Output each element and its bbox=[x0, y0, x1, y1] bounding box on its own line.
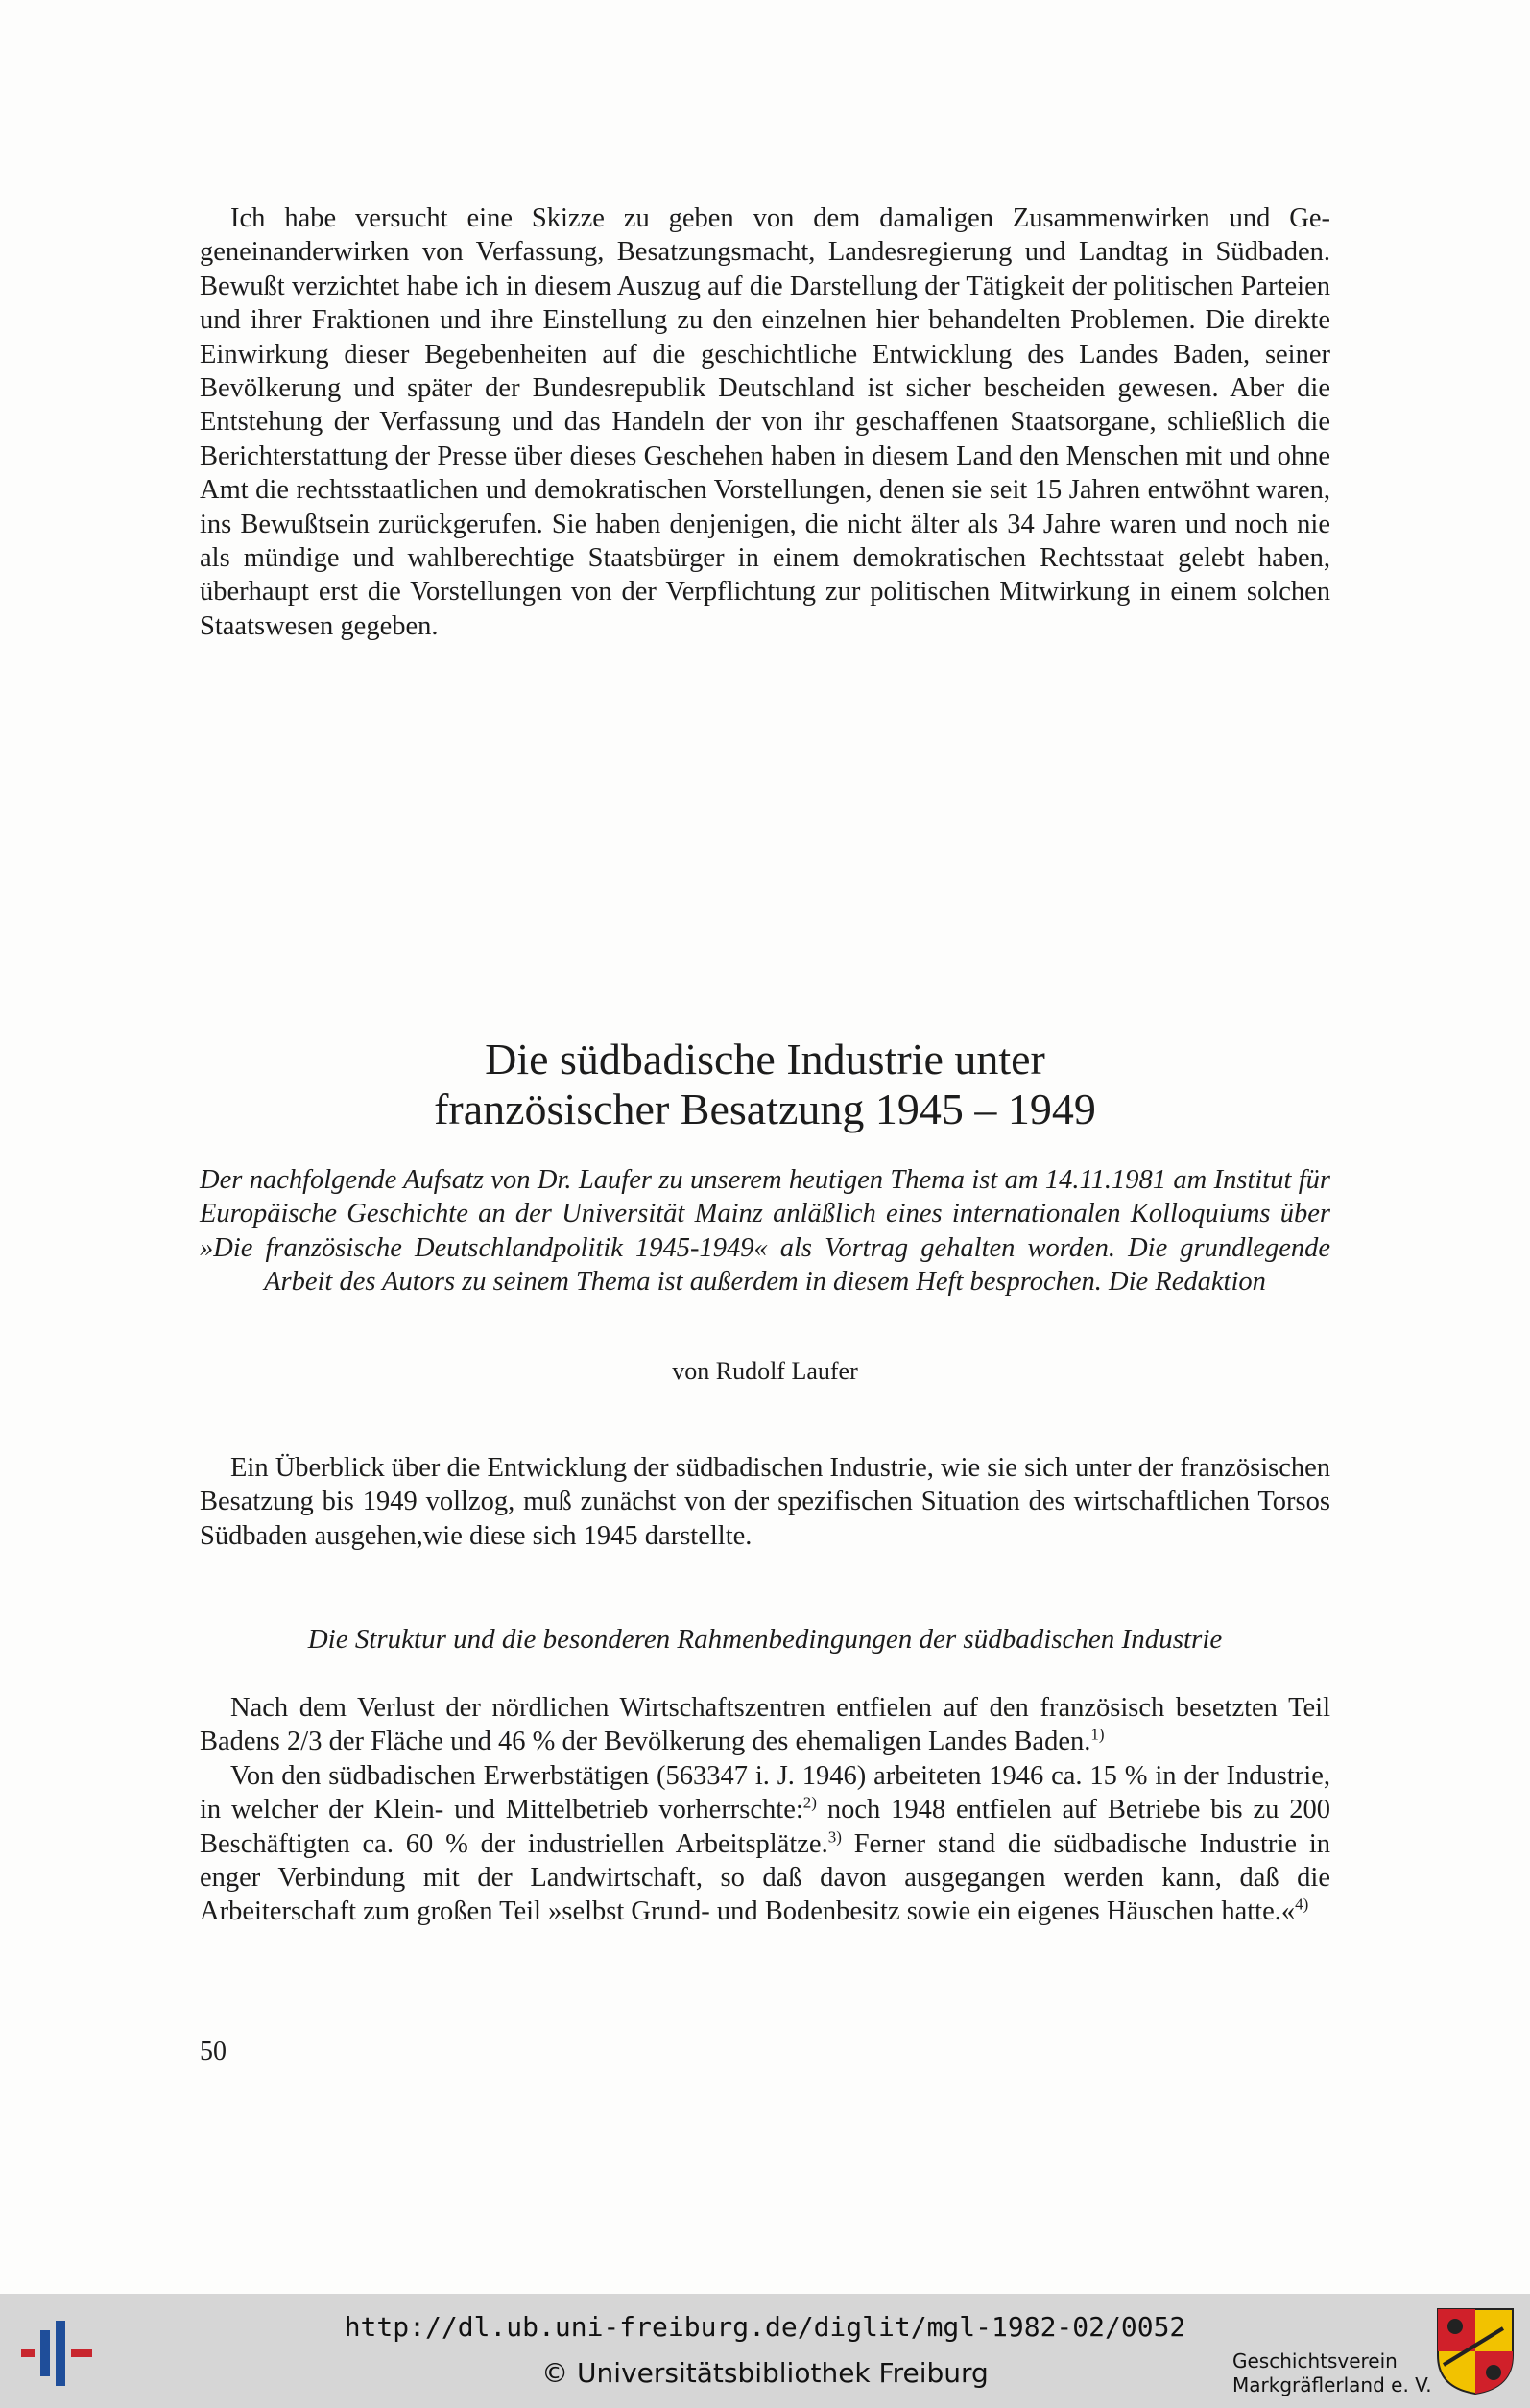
document-url-link[interactable]: http://dl.ub.uni-freiburg.de/diglit/mgl-1982-02/0052 bbox=[344, 2311, 1186, 2343]
body-section bbox=[200, 1691, 1330, 1929]
body-paragraph-1 bbox=[200, 1691, 1330, 1759]
body-paragraph-2-text-b: noch 1948 entfielen auf Betriebe bis zu 200 Beschäftigten ca. 60 % der industriellen Arbeitsplätze. bbox=[200, 1795, 1330, 1859]
society-name-line-1: Geschichtsverein bbox=[1232, 2349, 1398, 2372]
intro-paragraph: Ich habe versucht eine Skizze zu geben von dem damaligen Zusammenwirken und Gegeneinanderwirken von Verfassung, Besatzungsmacht, Landesregierung und Landtag in Südbaden. Bewußt verzichtet habe ich in diesem Auszug auf die Darstellung der Tätigkeit der politischen Parteien und ihrer Fraktionen und ihre Einstellung zu den einzelnen hier behandelten Problemen. Die direkte Einwirkung dieser Begebenheiten auf die geschichtliche Entwicklung des Landes Baden, seiner Bevölkerung und später der Bundesrepublik Deutschland ist sicher bescheiden gewesen. Aber die Entstehung der Verfassung und das Handeln der von ihr geschaffenen Staatsorgane, schließlich die Berichterstattung der Presse über dieses Geschehen haben in diesem Land den Menschen mit und ohne Amt die rechtsstaatlichen und demokratischen Vorstellungen, denen sie seit 15 Jahren entwöhnt waren, ins Bewußtsein zurückgerufen. Sie haben denjenigen, die nicht älter als 34 Jahre waren und noch nie als mündige und wahlberechtige Staatsbürger in einem demokratischen Rechtsstaat gelebt haben, überhaupt erst die Vorstellungen von der Verpflichtung zur politischen Mitwirkung in einem solchen Staatswesen gegeben. bbox=[200, 203, 1330, 641]
copyright-notice: © Universitätsbibliothek Freiburg bbox=[541, 2357, 989, 2389]
title-line-2: französischer Besatzung 1945 – 1949 bbox=[434, 1085, 1096, 1133]
body-paragraph-2 bbox=[200, 1759, 1330, 1929]
overview-paragraph: Ein Überblick über die Entwicklung der südbadischen Industrie, wie sie sich unter der französischen Besatzung bis 1949 vollzog, muß zunächst von der spezifischen Situation des wirtschaftlichen Torsos Südbaden ausgehen,wie diese sich 1945 darstellte. bbox=[200, 1453, 1330, 1551]
society-name-line-2: Markgräflerland e. V. bbox=[1232, 2373, 1432, 2396]
society-name bbox=[1232, 2349, 1432, 2397]
viewer-footer-bar bbox=[0, 2294, 1530, 2408]
body-paragraph-2-text-a: Von den südbadischen Erwerbstätigen (563347 i. J. 1946) arbeiteten 1946 ca. 15 % in der Industrie, in welcher der Klein- und Mittelbetrieb vorherrschte: bbox=[200, 1760, 1330, 1825]
section-heading: Die Struktur und die besonderen Rahmenbedingungen der südbadischen Industrie bbox=[307, 1624, 1223, 1655]
title-line-1: Die südbadische Industrie unter bbox=[485, 1035, 1045, 1084]
coat-of-arms-icon[interactable] bbox=[1436, 2307, 1515, 2396]
footnote-ref-2[interactable]: 2) bbox=[802, 1793, 817, 1812]
intro-section bbox=[200, 202, 1330, 643]
footnote-ref-4[interactable]: 4) bbox=[1295, 1895, 1309, 1914]
author-byline: von Rudolf Laufer bbox=[672, 1357, 858, 1385]
page-number: 50 bbox=[200, 2037, 227, 2066]
body-paragraph-1-text: Nach dem Verlust der nördlichen Wirtschaftszentren entfielen auf den französisch besetzten Teil Badens 2/3 der Fläche und 46 % der Bevölkerung des ehemaligen Landes Baden. bbox=[200, 1693, 1330, 1757]
overview-section bbox=[200, 1451, 1330, 1553]
footnote-ref-3[interactable]: 3) bbox=[827, 1827, 842, 1847]
editorial-lead: Der nachfolgende Aufsatz von Dr. Laufer zu unserem heutigen Thema ist am 14.11.1981 am Institut für Europäische Geschichte an der Universität Mainz anläßlich eines internationalen Kolloquiums über »Die französische Deutschlandpolitik 1945-1949« als Vortrag gehalten worden. Die grundlegende Arbeit des Autors zu seinem Thema ist außerdem in diesem Heft besprochen. Die Redaktion bbox=[200, 1165, 1330, 1298]
body-paragraph-2-text-c: Ferner stand die südbadische Industrie in enger Verbindung mit der Landwirtschaft, so daß davon ausgegangen werden kann, daß die Arbeiterschaft zum großen Teil »selbst Grund- und Bodenbesitz sowie ein eigenes Häuschen hatte.« bbox=[200, 1828, 1330, 1927]
footnote-ref-1[interactable]: 1) bbox=[1090, 1725, 1105, 1744]
article-title bbox=[200, 1035, 1330, 1134]
